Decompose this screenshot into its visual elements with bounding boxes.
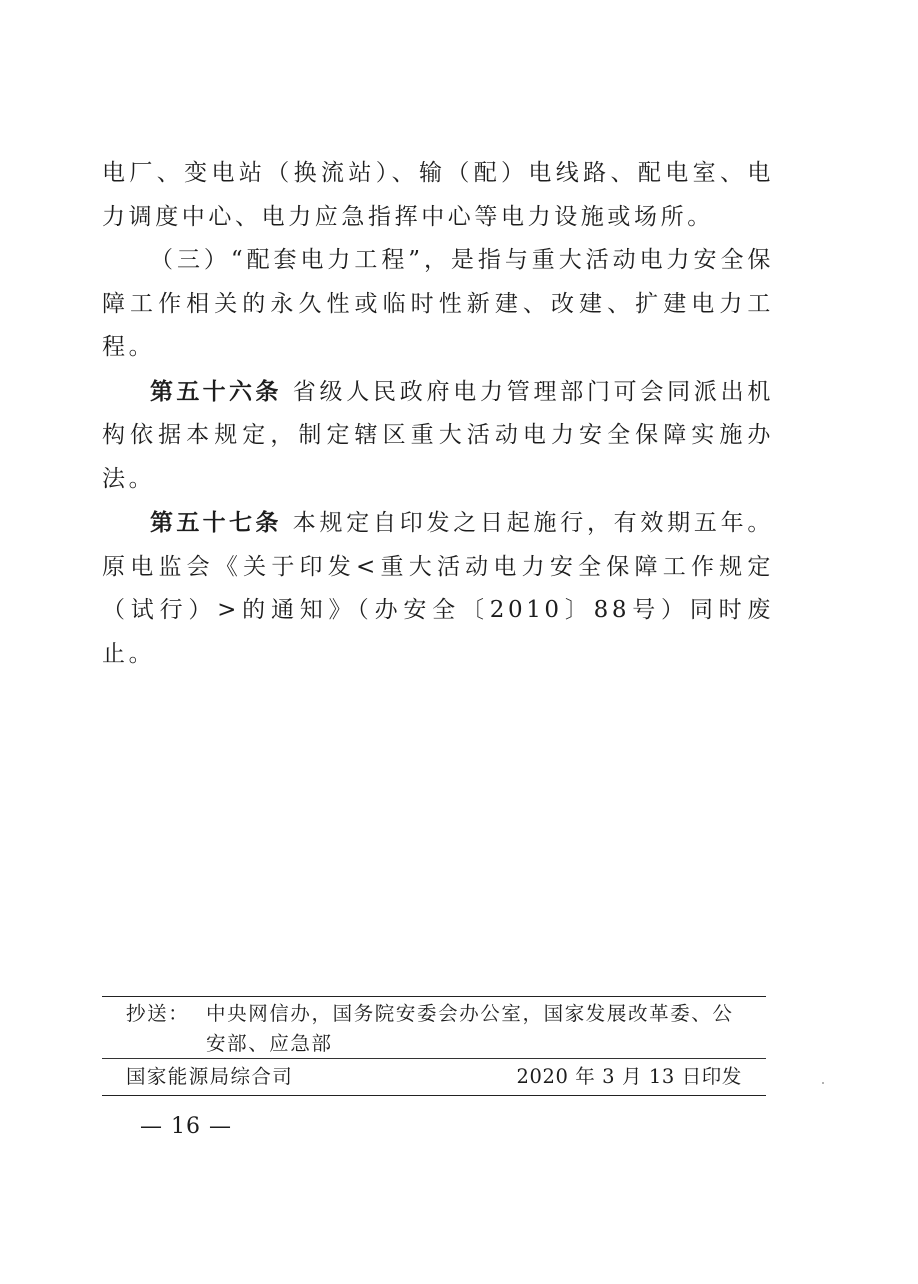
issue-date: 2020 年 3 月 13 日印发 — [516, 1065, 742, 1088]
article-56 — [102, 370, 774, 502]
issuer-row — [126, 1062, 742, 1092]
paragraph-supporting-project: （三）“配套电力工程”，是指与重大活动电力安全保障工作相关的永久性或临时性新建、改建、扩建电力工程。 — [102, 247, 774, 360]
issuing-office: 国家能源局综合司 — [126, 1065, 294, 1088]
cc-label: 抄送： — [126, 1002, 190, 1025]
article-57 — [102, 501, 774, 676]
footer-divider-thick — [102, 1095, 766, 1096]
scan-speck — [822, 1082, 824, 1084]
article-56-heading: 第五十六条 — [150, 377, 282, 405]
footer-divider-thin — [102, 1058, 766, 1059]
document-body — [102, 152, 774, 676]
article-57-heading: 第五十七条 — [150, 509, 282, 536]
article-57-text: 本规定自印发之日起施行，有效期五年。原电监会《关于印发<重大活动电力安全保障工作规定（试行）>的通知》（办安全〔2010〕88号）同时废止。 — [102, 510, 774, 667]
article-56-text: 省级人民政府电力管理部门可会同派出机构依据本规定，制定辖区重大活动电力安全保障实施办法。 — [102, 378, 774, 492]
paragraph-facility-list: 电厂、变电站（换流站）、输（配）电线路、配电室、电力调度中心、电力应急指挥中心等电力设施或场所。 — [102, 160, 774, 230]
page-number: — 16 — — [140, 1114, 232, 1139]
cc-recipients: 中央网信办，国务院安委会办公室，国家发展改革委、公安部、应急部 — [206, 1002, 734, 1055]
